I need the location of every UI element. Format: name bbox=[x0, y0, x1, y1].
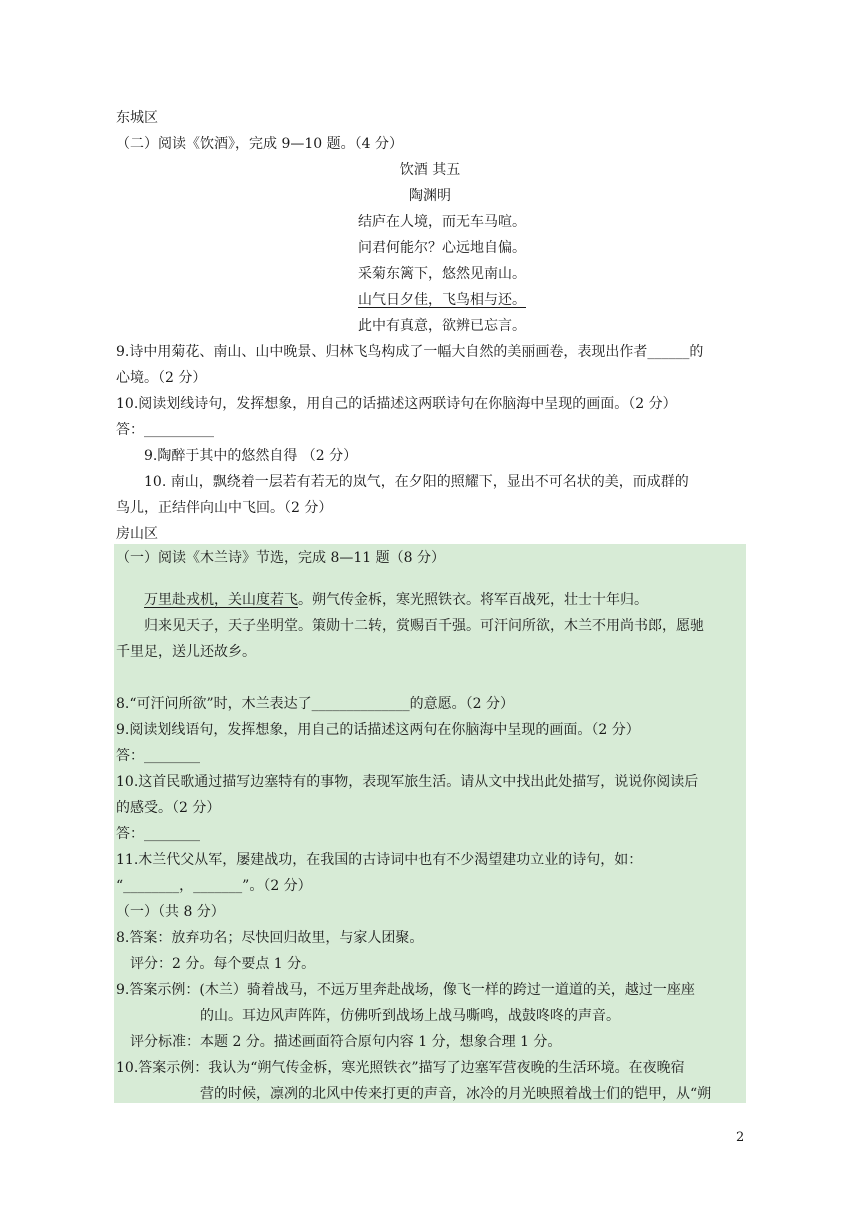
answer-blank: 答：________ bbox=[116, 748, 200, 764]
poem-line: 结庐在人境，而无车马喧。 bbox=[358, 214, 526, 230]
answer-9-score: 评分标准：本题 2 分。描述画面符合原句内容 1 分，想象合理 1 分。 bbox=[130, 1034, 562, 1050]
answer-header: （一）（共 8 分） bbox=[116, 904, 225, 920]
answer-9: 9.答案示例：(木兰）骑着战马，不远万里奔赴战场，像飞一样的跨过一道道的关，越过一座座 bbox=[116, 982, 695, 998]
question-9-cont: 心境。（2 分） bbox=[116, 370, 207, 386]
passage-text: 。朔气传金柝，寒光照铁衣。将军百战死，壮士十年归。 bbox=[298, 592, 648, 608]
question-9: 9.诗中用菊花、南山、山中晚景、归林飞鸟构成了一幅大自然的美丽画卷，表现出作者______的 bbox=[116, 344, 704, 360]
answer-8-score: 评分：2 分。每个要点 1 分。 bbox=[130, 956, 316, 972]
question-10-cont: 的感受。（2 分） bbox=[116, 800, 221, 816]
poem-line: 采菊东篱下，悠然见南山。 bbox=[358, 266, 526, 282]
question-8: 8.“可汗问所欲”时，木兰表达了______________的意愿。（2 分） bbox=[116, 696, 515, 712]
answer-9-cont: 的山。耳边风声阵阵，仿佛听到战场上战马嘶鸣，战鼓咚咚的声音。 bbox=[200, 1008, 620, 1024]
question-10: 10.阅读划线诗句，发挥想象，用自己的话描述这两联诗句在你脑海中呈现的画面。（2 分） bbox=[116, 396, 677, 412]
question-11-cont: “________，_______”。（2 分） bbox=[116, 878, 312, 894]
question-10: 10.这首民歌通过描写边塞特有的事物，表现军旅生活。请从文中找出此处描写，说说你阅读后 bbox=[116, 774, 699, 790]
passage-paragraph-2-cont: 千里足，送儿还故乡。 bbox=[116, 644, 256, 660]
poem-line: 问君何能尔？心远地自偏。 bbox=[358, 240, 526, 256]
answer-10-cont: 鸟儿，正结伴向山中飞回。（2 分） bbox=[116, 500, 333, 516]
task-heading: （一）阅读《木兰诗》节选，完成 8—11 题（8 分） bbox=[116, 550, 445, 566]
passage-paragraph-1 bbox=[144, 590, 648, 610]
answer-10: 10. 南山，飘绕着一层若有若无的岚气，在夕阳的照耀下，显出不可名状的美，而成群的 bbox=[144, 474, 689, 490]
answer-10: 10.答案示例：我认为“朔气传金柝，寒光照铁衣”描写了边塞军营夜晚的生活环境。在夜晚宿 bbox=[116, 1060, 685, 1076]
answer-blank: 答：________ bbox=[116, 826, 200, 842]
question-9: 9.阅读划线语句，发挥想象，用自己的话描述这两句在你脑海中呈现的画面。（2 分） bbox=[116, 722, 640, 738]
page-number: 2 bbox=[736, 1130, 745, 1145]
answer-8: 8.答案：放弃功名；尽快回归故里，与家人团聚。 bbox=[116, 930, 424, 946]
poem-title: 饮酒 其五 bbox=[399, 162, 461, 178]
poem-line: 此中有真意，欲辨已忘言。 bbox=[358, 318, 526, 334]
underlined-phrase: 万里赴戎机，关山度若飞 bbox=[144, 592, 298, 608]
district-dongcheng: 东城区 bbox=[116, 110, 158, 126]
poem-line-underlined: 山气日夕佳，飞鸟相与还。 bbox=[358, 292, 526, 308]
poem-author: 陶渊明 bbox=[409, 188, 451, 204]
task-heading: （二）阅读《饮酒》，完成 9—10 题。（4 分） bbox=[116, 136, 403, 152]
answer-blank: 答：__________ bbox=[116, 422, 214, 438]
passage-paragraph-2: 归来见天子，天子坐明堂。策勋十二转，赏赐百千强。可汗问所欲，木兰不用尚书郎，愿驰 bbox=[144, 618, 704, 634]
question-11: 11.木兰代父从军，屡建战功，在我国的古诗词中也有不少渴望建功立业的诗句，如： bbox=[116, 852, 643, 868]
answer-9: 9.陶醉于其中的悠然自得 （2 分） bbox=[144, 448, 358, 464]
answer-10-cont: 营的时候，凛冽的北风中传来打更的声音，冰冷的月光映照着战士们的铠甲，从“朔 bbox=[200, 1086, 712, 1102]
district-fangshan: 房山区 bbox=[116, 526, 158, 542]
